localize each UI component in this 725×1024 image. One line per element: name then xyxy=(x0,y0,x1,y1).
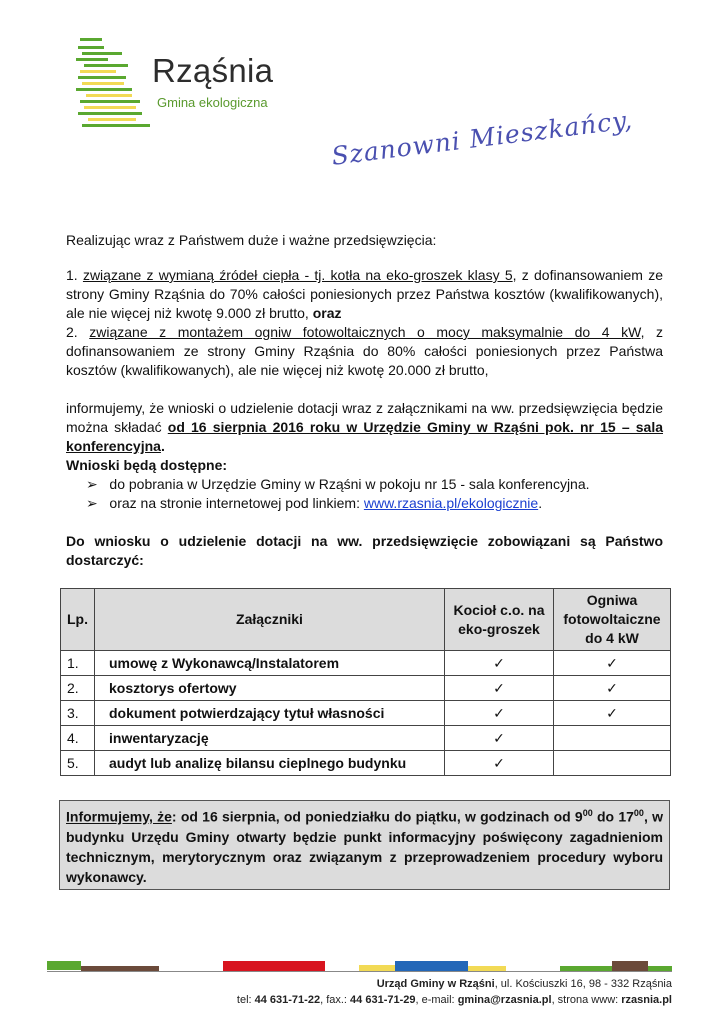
salutation: Szanowni Mieszkańcy, xyxy=(330,105,635,171)
table-row xyxy=(61,701,671,726)
header-pv: Ogniwa fotowoltaiczne do 4 kW xyxy=(554,589,671,651)
table-row xyxy=(61,751,671,776)
check-icon: ✓ xyxy=(445,726,554,751)
bullet-1-text: do pobrania w Urzędzie Gminy w Rząśni w pokoju nr 15 - sala konferencyjna. xyxy=(109,476,590,492)
row-lp: 5. xyxy=(61,751,95,776)
item1-underlined: związane z wymianą źródeł ciepła - tj. kotła na eko-groszek klasy 5 xyxy=(82,267,513,283)
header-attachments: Załączniki xyxy=(95,589,445,651)
check-icon: ✓ xyxy=(554,676,671,701)
row-name: umowę z Wykonawcą/Instalatorem xyxy=(95,651,445,676)
row-lp: 2. xyxy=(61,676,95,701)
check-icon: ✓ xyxy=(445,651,554,676)
row-lp: 1. xyxy=(61,651,95,676)
availability-bullet-1 xyxy=(86,475,666,494)
info-text-3: , w budynku Urzędu Gminy otwarty będzie punkt informacyjny poświęcony zagadnieniom technicznym, merytorycznym oraz związanym z przeprowadzeniem procedury wyboru wykonawcy. xyxy=(66,808,663,885)
tel-label: tel: xyxy=(236,994,255,1006)
footer-bar-blue xyxy=(395,961,468,971)
footer-address-text: , ul. Kościuszki 16, 98 - 332 Rząśnia xyxy=(494,978,672,990)
list-item-1 xyxy=(66,266,663,323)
item1-text: , z dofinansowaniem ze strony Gminy Rząśnia do 70% całości poniesionych przez Państwa kosztów (kwalifikowanych), ale nie więcej niż kwotę 9.000 zł brutto, xyxy=(66,267,663,321)
check-icon: ✓ xyxy=(445,751,554,776)
logo-title: Rząśnia xyxy=(152,52,274,89)
bullet-arrow-icon: ➢ xyxy=(86,495,98,511)
info-lead: Informujemy, że xyxy=(66,808,172,825)
item1-bold: oraz xyxy=(312,305,342,321)
item1-number: 1. xyxy=(66,267,78,283)
logo-stripes xyxy=(72,36,154,130)
notice-text: informujemy, że wnioski o udzielenie dotacji wraz z załącznikami na ww. przedsięwzięcia będzie można składać xyxy=(66,400,663,435)
item2-underlined: związane z montażem ogniw fotowoltaicznych o mocy maksymalnie do 4 kW xyxy=(89,324,641,340)
item2-text: , z dofinansowaniem ze strony Gminy Rząśnia do 80% całości poniesionych przez Państwa kosztów (kwalifikowanych), ale nie więcej niż kwotę 20.000 zł brutto, xyxy=(66,324,664,378)
email-label: , e-mail: xyxy=(415,994,458,1006)
footer-office: Urząd Gminy w Rząśni xyxy=(376,978,495,990)
notice-end: . xyxy=(160,438,165,454)
notice-paragraph xyxy=(66,399,663,456)
row-lp: 4. xyxy=(61,726,95,751)
availability-heading: Wnioski będą dostępne: xyxy=(66,457,228,473)
table-header-row xyxy=(61,589,671,651)
footer-www: rzasnia.pl xyxy=(621,994,672,1006)
table-row xyxy=(61,726,671,751)
row-name: dokument potwierdzający tytuł własności xyxy=(95,701,445,726)
footer-tel: 44 631-71-22 xyxy=(254,994,321,1006)
check-icon: ✓ xyxy=(445,701,554,726)
info-text-1: : od 16 sierpnia, od poniedziałku do piątku, w godzinach od 9 xyxy=(171,808,583,825)
logo-subtitle: Gmina ekologiczna xyxy=(157,95,268,110)
availability-bullet-2 xyxy=(86,494,666,513)
table-row xyxy=(61,651,671,676)
bullet-2-text: oraz na stronie internetowej pod linkiem: xyxy=(109,495,364,511)
footer-bar-green-1 xyxy=(47,961,81,970)
intro-text: Realizując wraz z Państwem duże i ważne przedsięwzięcia: xyxy=(66,232,437,248)
bullet-2-end: . xyxy=(538,495,543,511)
notice-date-place: od 16 sierpnia 2016 roku w Urzędzie Gminy w Rząśni pok. nr 15 – sala konferencyjna xyxy=(66,419,663,454)
footer-address xyxy=(377,978,672,990)
fax-label: , fax.: xyxy=(320,994,351,1006)
footer-bar-red xyxy=(223,961,325,971)
row-lp: 3. xyxy=(61,701,95,726)
footer-bar-brown-2 xyxy=(612,961,648,971)
info-box xyxy=(59,800,670,890)
attachments-table xyxy=(60,588,671,776)
info-sup-2: 00 xyxy=(633,808,644,818)
empty-cell xyxy=(554,726,671,751)
footer-contact xyxy=(237,994,672,1006)
check-icon: ✓ xyxy=(445,676,554,701)
bullet-arrow-icon: ➢ xyxy=(86,476,98,492)
empty-cell xyxy=(554,751,671,776)
header-lp: Lp. xyxy=(61,589,95,651)
ekologicznie-link[interactable]: www.rzasnia.pl/ekologicznie xyxy=(363,495,539,511)
row-name: kosztorys ofertowy xyxy=(95,676,445,701)
info-sup-1: 00 xyxy=(582,808,593,818)
footer-email: gmina@rzasnia.pl xyxy=(457,994,552,1006)
row-name: inwentaryzację xyxy=(95,726,445,751)
footer-fax: 44 631-71-29 xyxy=(350,994,416,1006)
check-icon: ✓ xyxy=(554,701,671,726)
footer-divider xyxy=(47,971,672,972)
header-boiler: Kocioł c.o. na eko-groszek xyxy=(445,589,554,651)
item2-number: 2. xyxy=(66,324,78,340)
info-text-2: do 17 xyxy=(592,808,634,825)
list-item-2 xyxy=(66,323,663,380)
www-label: , strona www: xyxy=(551,994,622,1006)
table-row xyxy=(61,676,671,701)
check-icon: ✓ xyxy=(554,651,671,676)
obligation-text: Do wniosku o udzielenie dotacji na ww. przedsięwzięcie zobowiązani są Państwo dostarczyć: xyxy=(66,533,663,568)
row-name: audyt lub analizę bilansu cieplnego budynku xyxy=(95,751,445,776)
